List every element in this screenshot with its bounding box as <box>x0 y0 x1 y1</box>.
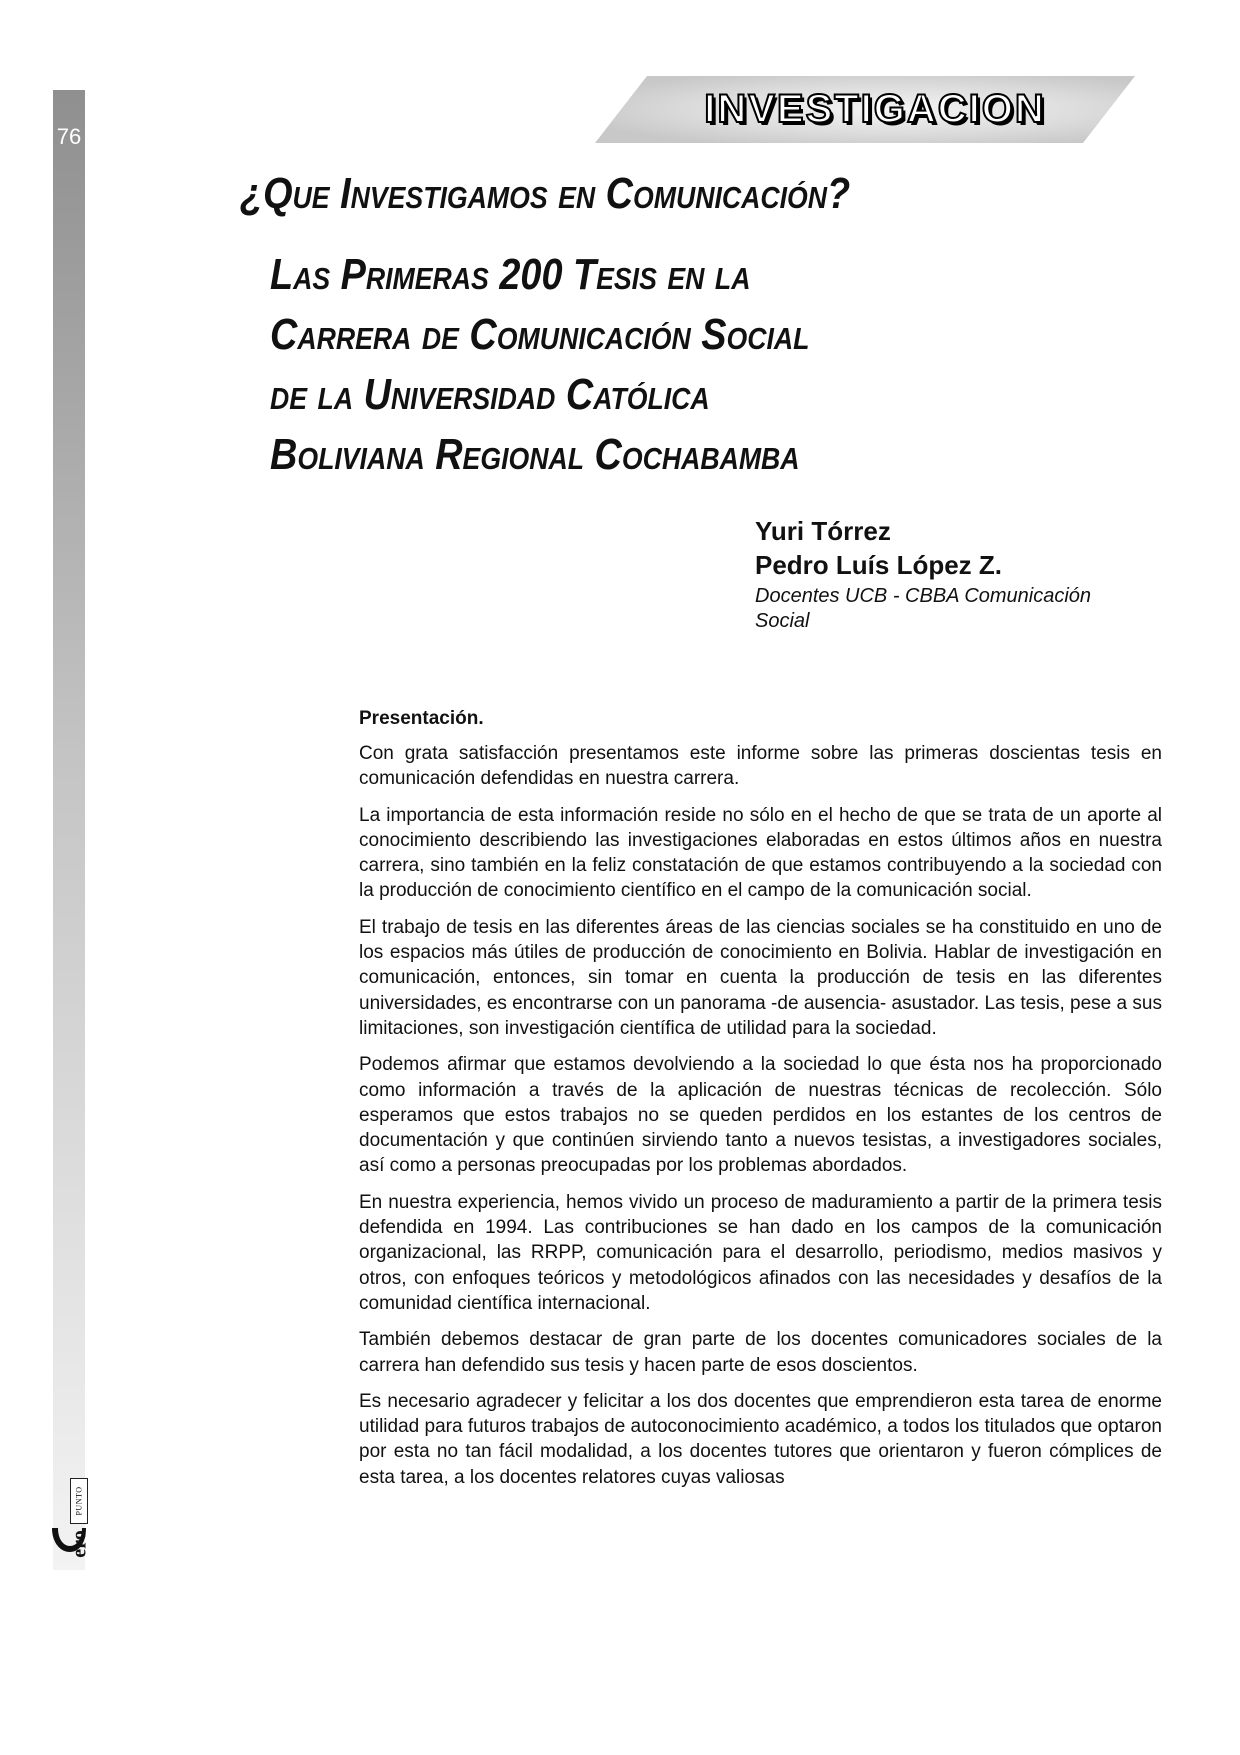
subtitle-line: Las Primeras 200 Tesis en la <box>270 250 751 299</box>
logo-ero-text: ero <box>68 1530 91 1558</box>
logo-punto-text: PUNTO <box>74 1486 84 1516</box>
article-title: ¿Que Investigamos en Comunicación? <box>240 169 851 218</box>
side-bar <box>53 90 85 1570</box>
punto-cero-logo <box>48 1478 92 1568</box>
author-name: Yuri Tórrez <box>755 516 891 546</box>
paragraph: El trabajo de tesis en las diferentes áreas de las ciencias sociales se ha constituido en uno de los espacios más útiles de producción de conocimiento en Bolivia. Hablar de investigación en comunicación, entonces, sin tomar en cuenta la producción de tesis en las diferentes universidades, es encontrarse con un panorama -de ausencia- asustador. Las tesis, pese a sus limitaciones, son investigación científica de utilidad para la sociedad. <box>359 916 1162 1039</box>
article-subtitle <box>270 245 809 485</box>
paragraph: La importancia de esta información reside no sólo en el hecho de que se trata de un aporte al conocimiento describiendo las investigaciones elaboradas en estos últimos años en nuestra carrera, sino también en la feliz constatación de que estamos contribuyendo a la sociedad con la producción de conocimiento científico en el campo de la comunicación social. <box>359 804 1162 902</box>
author-name: Pedro Luís López Z. <box>755 550 1003 580</box>
subtitle-line: de la Universidad Católica <box>270 370 710 419</box>
subtitle-line: Carrera de Comunicación Social <box>270 310 810 359</box>
article-body <box>359 706 1162 1501</box>
section-heading: Presentación. <box>359 708 484 729</box>
section-banner <box>595 76 1135 143</box>
paragraph: Es necesario agradecer y felicitar a los dos docentes que emprendieron esta tarea de enorme utilidad para futuros trabajos de autoconocimiento académico, a todos los titulados que optaron por esta no tan fácil modalidad, a los docentes tutores que orientaron y fueron cómplices de esta tarea, a los docentes relatores cuyas valiosas <box>359 1390 1162 1488</box>
subtitle-line: Boliviana Regional Cochabamba <box>270 430 800 479</box>
logo-punto-box <box>70 1478 88 1524</box>
paragraph: También debemos destacar de gran parte de los docentes comunicadores sociales de la carrera han defendido sus tesis y hacen parte de esos doscientos. <box>359 1329 1162 1376</box>
paragraph: Podemos afirmar que estamos devolviendo a la sociedad lo que ésta nos ha proporcionado como información a través de la aplicación de nuestras técnicas de recolección. Sólo esperamos que estos trabajos no se queden perdidos en los estantes de los centros de documentación y que continúen sirviendo tanto a nuevos tesistas, a investigadores sociales, así como a personas preocupadas por los problemas abordados. <box>359 1054 1162 1177</box>
paragraph: Con grata satisfacción presentamos este informe sobre las primeras doscientas tesis en comunicación defendidas en nuestra carrera. <box>359 743 1162 790</box>
logo-ero-box <box>70 1524 90 1564</box>
page-number: 76 <box>56 124 82 149</box>
paragraph: En nuestra experiencia, hemos vivido un proceso de maduramiento a partir de la primera tesis defendida en 1994. Las contribuciones se han dado en los campos de la comunicación organizacional, las RRPP, comunicación para el desarrollo, periodismo, medios masivos y otros, con enfoques teóricos y metodológicos afinados con las necesidades y desafíos de la comunidad científica internacional. <box>359 1191 1162 1314</box>
authors-block <box>755 514 1145 634</box>
section-label: INVESTIGACION <box>704 87 1046 131</box>
author-affiliation: Docentes UCB - CBBA Comunicación Social <box>755 585 1092 632</box>
